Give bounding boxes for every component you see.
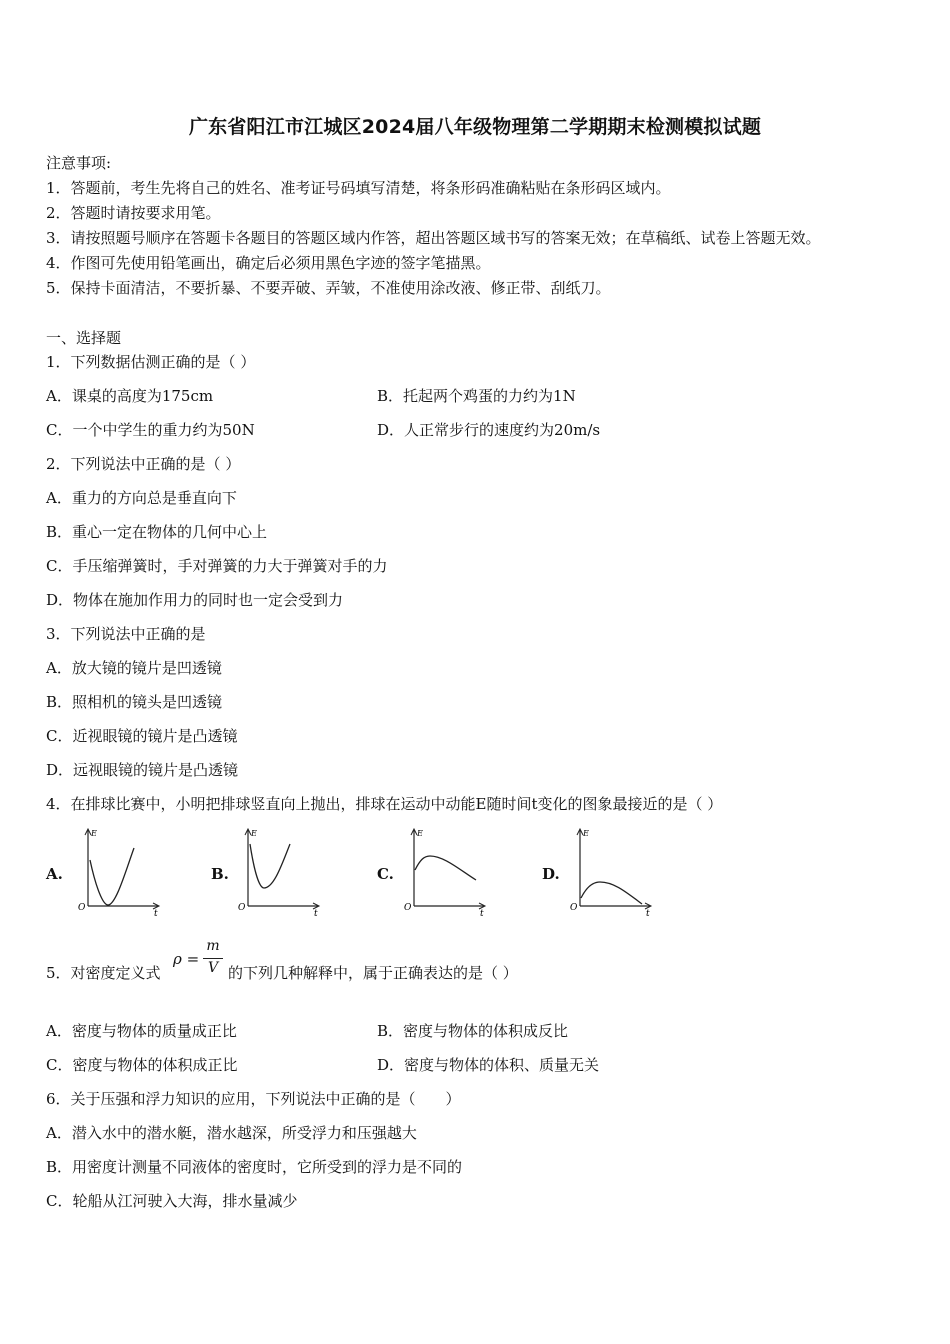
q2-option-d[interactable]: D．物体在施加作用力的同时也一定会受到力 bbox=[46, 591, 344, 609]
notice-item-5: 5．保持卡面清洁，不要折暴、不要弄破、弄皱，不准使用涂改液、修正带、刮纸刀。 bbox=[46, 279, 611, 297]
q4-stem: 4．在排球比赛中，小明把排球竖直向上抛出，排球在运动中动能E随时间t变化的图象最接近的是（ ） bbox=[46, 795, 723, 813]
notice-item-2: 2．答题时请按要求用笔。 bbox=[46, 204, 221, 222]
q6-option-c[interactable]: C．轮船从江河驶入大海，排水量减少 bbox=[46, 1192, 298, 1210]
q2-stem: 2．下列说法中正确的是（ ） bbox=[46, 455, 241, 473]
q5-option-a[interactable]: A．密度与物体的质量成正比 bbox=[46, 1022, 237, 1040]
q5-formula-rho: ρ = bbox=[173, 950, 200, 968]
q6-stem: 6．关于压强和浮力知识的应用，下列说法中正确的是（ ） bbox=[46, 1090, 461, 1108]
q4-b-y-label: E bbox=[251, 829, 257, 838]
q3-stem: 3．下列说法中正确的是 bbox=[46, 625, 206, 643]
q4-a-origin: O bbox=[78, 903, 86, 913]
q5-option-d[interactable]: D．密度与物体的体积、质量无关 bbox=[377, 1056, 600, 1074]
q4-a-curve bbox=[90, 848, 134, 905]
q3-option-b[interactable]: B．照相机的镜头是凹透镜 bbox=[46, 693, 223, 711]
q5-option-b[interactable]: B．密度与物体的体积成反比 bbox=[377, 1022, 569, 1040]
q1-option-a[interactable]: A．课桌的高度为175cm bbox=[46, 387, 214, 405]
notice-item-1: 1．答题前，考生先将自己的姓名、准考证号码填写清楚，将条形码准确粘贴在条形码区域内。 bbox=[46, 179, 671, 197]
q3-option-a[interactable]: A．放大镜的镜片是凹透镜 bbox=[46, 659, 222, 677]
page-title: 广东省阳江市江城区2024届八年级物理第二学期期末检测模拟试题 bbox=[188, 116, 762, 138]
q6-option-a[interactable]: A．潜入水中的潜水艇，潜水越深，所受浮力和压强越大 bbox=[46, 1124, 417, 1142]
q6-option-b[interactable]: B．用密度计测量不同液体的密度时，它所受到的浮力是不同的 bbox=[46, 1158, 463, 1176]
q2-option-c[interactable]: C．手压缩弹簧时，手对弹簧的力大于弹簧对手的力 bbox=[46, 557, 388, 575]
q4-graph-c[interactable] bbox=[402, 826, 492, 918]
q5-formula-denominator: V bbox=[207, 960, 219, 976]
notice-heading: 注意事项: bbox=[46, 154, 112, 172]
q2-option-a[interactable]: A．重力的方向总是垂直向下 bbox=[46, 489, 237, 507]
q4-b-x-label: t bbox=[314, 909, 318, 919]
q5-formula-numerator: m bbox=[206, 938, 220, 954]
notice-item-3: 3．请按照题号顺序在答题卡各题目的答题区域内作答，超出答题区域书写的答案无效；在草稿纸、试卷上答题无效。 bbox=[46, 229, 821, 247]
q5-option-c[interactable]: C．密度与物体的体积成正比 bbox=[46, 1056, 238, 1074]
q4-c-y-label: E bbox=[417, 829, 423, 838]
q4-a-y-label: E bbox=[91, 829, 97, 838]
q2-option-b[interactable]: B．重心一定在物体的几何中心上 bbox=[46, 523, 268, 541]
q4-option-b-label[interactable]: B. bbox=[211, 865, 229, 883]
q4-graph-a[interactable] bbox=[76, 826, 166, 918]
q4-c-origin: O bbox=[404, 903, 412, 913]
q4-graph-d[interactable] bbox=[568, 826, 658, 918]
q1-option-b[interactable]: B．托起两个鸡蛋的力约为1N bbox=[377, 387, 576, 405]
q3-option-c[interactable]: C．近视眼镜的镜片是凸透镜 bbox=[46, 727, 238, 745]
q1-option-c[interactable]: C．一个中学生的重力约为50N bbox=[46, 421, 255, 439]
q5-stem-pre: 5．对密度定义式 bbox=[46, 964, 161, 982]
q4-d-x-label: t bbox=[646, 909, 650, 919]
q4-a-x-label: t bbox=[154, 909, 158, 919]
q4-b-origin: O bbox=[238, 903, 246, 913]
q4-d-curve bbox=[581, 882, 642, 904]
q4-d-y-label: E bbox=[583, 829, 589, 838]
q3-option-d[interactable]: D．远视眼镜的镜片是凸透镜 bbox=[46, 761, 239, 779]
notice-item-4: 4．作图可先使用铅笔画出，确定后必须用黑色字迹的签字笔描黑。 bbox=[46, 254, 491, 272]
q4-c-curve bbox=[415, 856, 476, 880]
q1-option-d[interactable]: D．人正常步行的速度约为20m/s bbox=[377, 421, 601, 439]
q4-option-d-label[interactable]: D. bbox=[542, 865, 560, 883]
q1-stem: 1．下列数据估测正确的是（ ） bbox=[46, 353, 256, 371]
q5-fraction-bar bbox=[203, 958, 223, 959]
q4-option-c-label[interactable]: C. bbox=[377, 865, 394, 883]
q4-graph-b[interactable] bbox=[236, 826, 326, 918]
q4-b-curve bbox=[250, 844, 290, 888]
q4-option-a-label[interactable]: A. bbox=[46, 865, 63, 883]
q4-d-origin: O bbox=[570, 903, 578, 913]
q5-stem-post: 的下列几种解释中，属于正确表达的是（ ） bbox=[228, 964, 518, 982]
q4-c-x-label: t bbox=[480, 909, 484, 919]
section-heading: 一、选择题 bbox=[46, 329, 122, 347]
